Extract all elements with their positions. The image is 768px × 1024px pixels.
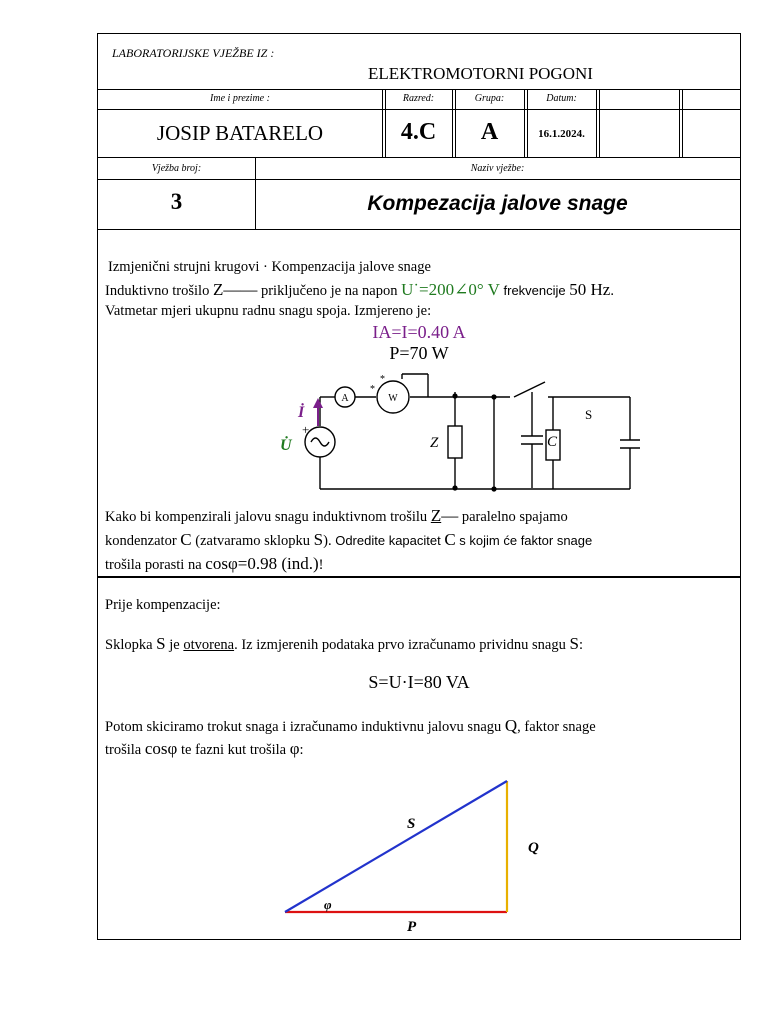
text: paralelno spajamo	[458, 509, 568, 525]
label-s: S	[407, 816, 416, 832]
divider	[98, 89, 740, 90]
divider	[679, 89, 680, 157]
node-dot	[452, 393, 457, 398]
exercise-name: Kompezacija jalove snage	[367, 192, 628, 215]
divider	[98, 229, 740, 230]
equation-apparent-power: S=U·I=80 VA	[368, 672, 470, 692]
problem-line-2: Vatmetar mjeri ukupnu radnu snagu spoja. Izmjereno je:	[105, 303, 432, 319]
symbol-z: Z	[430, 506, 442, 525]
text: —	[441, 506, 459, 525]
text: frekvencije	[499, 283, 570, 298]
impedance-label: Z	[430, 435, 439, 451]
lab-title: LABORATORIJSKE VJEŽBE IZ :	[112, 46, 275, 60]
text: :	[578, 637, 583, 653]
text: trošila porasti na	[105, 557, 206, 573]
switch-label: S	[585, 407, 593, 422]
ammeter-label: A	[341, 393, 349, 404]
label-date: Datum:	[546, 93, 577, 104]
divider	[98, 576, 740, 578]
divider	[599, 89, 600, 157]
label-phi: φ	[324, 897, 332, 912]
document-frame	[97, 33, 741, 940]
text: kondenzator	[105, 533, 181, 549]
voltage-label: U̇	[280, 437, 292, 454]
task-line-2	[105, 528, 592, 553]
power-triangle	[268, 764, 568, 939]
plus-sign: +	[302, 422, 310, 437]
divider	[596, 89, 597, 157]
symbol-c: C	[180, 530, 192, 549]
text: priključeno je na napon	[257, 283, 402, 299]
text: Sklopka	[105, 637, 157, 653]
polarity-star: *	[380, 374, 385, 385]
solution-line-1	[105, 632, 583, 657]
text: Induktivno trošilo	[105, 283, 213, 299]
frequency-value: 50 Hz	[569, 280, 611, 299]
current-label: İ	[298, 404, 305, 421]
measured-power: P=70 W	[389, 343, 449, 363]
section-before: Prije kompenzacije:	[105, 597, 221, 613]
label-exercise-name: Naziv vježbe:	[470, 163, 525, 174]
text: te fazni kut trošila	[177, 742, 290, 758]
text: :	[299, 742, 304, 758]
symbol-cosphi: cosφ	[144, 739, 178, 758]
text: Potom skiciramo trokut snaga i izračunamo induktivnu jalovu snagu	[105, 719, 505, 735]
divider	[452, 89, 453, 157]
text: otvorena	[183, 637, 235, 653]
symbol-s: S	[569, 634, 579, 653]
z-c-branches	[420, 392, 570, 492]
student-name: JOSIP BATARELO	[156, 121, 324, 145]
solution-line-3	[105, 737, 304, 762]
apparent-power-side	[285, 781, 507, 912]
text: , faktor snage	[517, 719, 596, 735]
target-power-factor: cosφ=0.98 (ind.)	[205, 554, 319, 573]
solution-line-2	[105, 714, 596, 739]
group-value: A	[480, 119, 499, 145]
text: je	[165, 637, 184, 653]
exercise-number: 3	[170, 189, 183, 214]
text: ).	[323, 533, 336, 549]
text: !	[318, 557, 324, 573]
divider	[524, 89, 525, 157]
class-value: 4.C	[400, 119, 437, 145]
label-group: Grupa:	[474, 93, 505, 104]
text: trošila	[105, 742, 145, 758]
label-exercise-no: Vježba broj:	[151, 163, 202, 174]
arrow-head-icon	[313, 398, 323, 408]
divider	[98, 179, 740, 180]
text: Odredite kapacitet	[335, 533, 445, 548]
topic-line: Izmjenični strujni krugovi · Kompenzacija jalove snage	[108, 259, 431, 275]
text: s kojim će faktor snage	[455, 533, 593, 548]
label-p: P	[407, 919, 417, 935]
label-name: Ime i prezime :	[210, 93, 270, 104]
symbol-z: Z——	[212, 280, 258, 299]
task-line-1	[105, 504, 568, 529]
label-class: Razred:	[402, 93, 435, 104]
text: . Iz izmjerenih podataka prvo izračunamo prividnu snagu	[234, 637, 570, 653]
divider	[98, 157, 740, 158]
label-q: Q	[528, 840, 539, 856]
symbol-q: Q	[504, 716, 518, 735]
polarity-star: *	[370, 384, 375, 395]
date-value: 16.1.2024.	[538, 128, 585, 140]
wattmeter-label: W	[388, 393, 398, 404]
symbol-c: C	[444, 530, 456, 549]
divider	[98, 109, 740, 110]
text: .	[610, 283, 614, 299]
measured-current: IA=I=0.40 A	[372, 322, 466, 342]
node-dot	[452, 485, 457, 490]
text: (zatvaramo sklopku	[191, 533, 314, 549]
symbol-phi: φ	[289, 739, 300, 758]
capacitor-label: C	[547, 434, 558, 450]
symbol-s: S	[156, 634, 166, 653]
divider	[682, 89, 683, 157]
divider	[382, 89, 383, 157]
voltage-value: U˙=200∠0° V	[401, 280, 500, 299]
subject-title: ELEKTROMOTORNI POGONI	[368, 64, 593, 83]
task-line-3	[105, 552, 323, 577]
symbol-s: S	[313, 530, 324, 549]
text: Kako bi kompenzirali jalovu snagu induktivnom trošilu	[105, 509, 431, 525]
